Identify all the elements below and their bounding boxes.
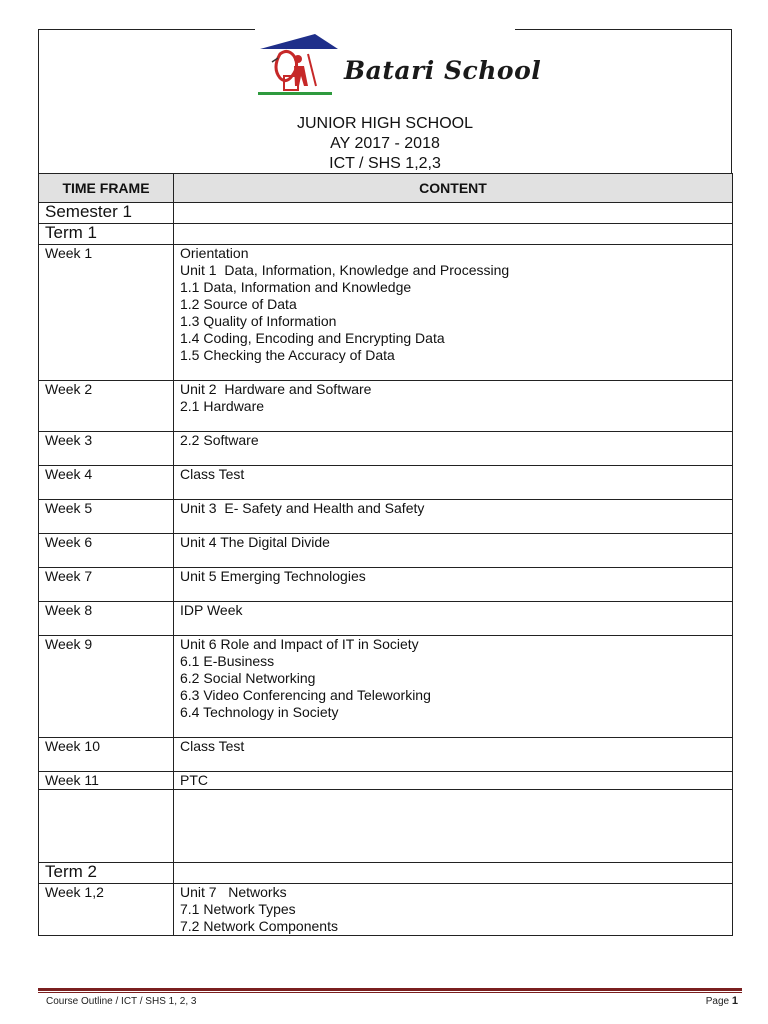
table-row <box>39 245 733 381</box>
footer-rule-thick <box>38 988 742 991</box>
logo-wordmark: Batari School <box>344 56 542 85</box>
content-cell <box>174 568 733 602</box>
content-line: Unit 5 Emerging Technologies <box>180 568 366 584</box>
content-line: Unit 3 E- Safety and Health and Safety <box>180 500 425 516</box>
time-frame-cell: Week 3 <box>39 432 174 466</box>
content-line: 7.1 Network Types <box>180 901 296 917</box>
content-line: 1.1 Data, Information and Knowledge <box>180 279 412 295</box>
time-frame-cell: Week 11 <box>39 772 174 790</box>
content-line: 6.1 E-Business <box>180 653 275 669</box>
content-cell <box>174 203 733 224</box>
title-line-year: AY 2017 - 2018 <box>330 135 440 152</box>
col-header-time-frame: TIME FRAME <box>39 174 174 203</box>
content-line: 1.5 Checking the Accuracy of Data <box>180 347 395 363</box>
time-frame-cell: Week 7 <box>39 568 174 602</box>
footer-page-value: 1 <box>731 995 738 1007</box>
time-frame-cell: Week 2 <box>39 381 174 432</box>
content-cell <box>174 884 733 936</box>
content-line: PTC <box>180 772 208 788</box>
time-frame-cell: Semester 1 <box>39 203 174 224</box>
time-frame-cell: Week 8 <box>39 602 174 636</box>
time-frame-cell: Week 4 <box>39 466 174 500</box>
title-line-school: JUNIOR HIGH SCHOOL <box>296 115 473 132</box>
content-cell <box>174 636 733 738</box>
content-line: Unit 2 Hardware and Software <box>180 381 372 397</box>
content-cell <box>174 432 733 466</box>
col-header-content: CONTENT <box>174 174 733 203</box>
table-row <box>39 636 733 738</box>
content-line: 1.4 Coding, Encoding and Encrypting Data <box>180 330 445 346</box>
section-row <box>39 224 733 245</box>
content-line: Class Test <box>180 466 245 482</box>
content-cell <box>174 863 733 884</box>
table-row <box>39 381 733 432</box>
content-line: Unit 1 Data, Information, Knowledge and Processing <box>180 262 510 278</box>
content-cell <box>174 772 733 790</box>
section-row <box>39 203 733 224</box>
footer-rule-thin <box>38 992 742 993</box>
content-cell <box>174 500 733 534</box>
content-line: 1.3 Quality of Information <box>180 313 337 329</box>
time-frame-cell: Week 10 <box>39 738 174 772</box>
time-frame-cell: Week 6 <box>39 534 174 568</box>
table-row <box>39 500 733 534</box>
table-row <box>39 466 733 500</box>
footer-course-label: Course Outline / ICT / SHS 1, 2, 3 <box>46 996 197 1007</box>
time-frame-cell: Term 2 <box>39 863 174 884</box>
time-frame-cell: Week 9 <box>39 636 174 738</box>
document-title <box>38 114 732 174</box>
content-cell <box>174 245 733 381</box>
content-line: 6.4 Technology in Society <box>180 704 339 720</box>
content-cell <box>174 602 733 636</box>
section-row <box>39 863 733 884</box>
blank-row <box>39 790 733 863</box>
table-row <box>39 432 733 466</box>
content-line: Unit 6 Role and Impact of IT in Society <box>180 636 419 652</box>
content-cell <box>174 466 733 500</box>
content-cell <box>174 224 733 245</box>
time-frame-cell <box>39 790 174 863</box>
table-row <box>39 602 733 636</box>
table-row <box>39 738 733 772</box>
footer-page-label: Page <box>705 996 730 1007</box>
content-line: Orientation <box>180 245 249 261</box>
time-frame-cell: Week 1 <box>39 245 174 381</box>
content-line: 6.2 Social Networking <box>180 670 316 686</box>
content-cell <box>174 738 733 772</box>
title-line-course: ICT / SHS 1,2,3 <box>329 155 441 172</box>
content-line: Class Test <box>180 738 245 754</box>
course-outline-table <box>38 173 733 936</box>
table-header-row <box>39 174 733 203</box>
content-line: 7.2 Network Components <box>180 918 338 934</box>
content-line: 6.3 Video Conferencing and Teleworking <box>180 687 431 703</box>
content-line: Unit 7 Networks <box>180 884 287 900</box>
logo-roof <box>260 34 338 49</box>
time-frame-cell: Term 1 <box>39 224 174 245</box>
content-line: IDP Week <box>180 602 243 618</box>
table-row <box>39 534 733 568</box>
time-frame-cell: Week 5 <box>39 500 174 534</box>
content-line: 2.2 Software <box>180 432 259 448</box>
content-cell <box>174 381 733 432</box>
content-line: Unit 4 The Digital Divide <box>180 534 330 550</box>
table-row <box>39 884 733 936</box>
content-cell <box>174 790 733 863</box>
content-line: 1.2 Source of Data <box>180 296 297 312</box>
time-frame-cell: Week 1,2 <box>39 884 174 936</box>
table-body <box>39 203 733 936</box>
table-row <box>39 568 733 602</box>
table-row <box>39 772 733 790</box>
footer-page-number <box>706 995 738 1007</box>
content-cell <box>174 534 733 568</box>
content-line: 2.1 Hardware <box>180 398 265 414</box>
